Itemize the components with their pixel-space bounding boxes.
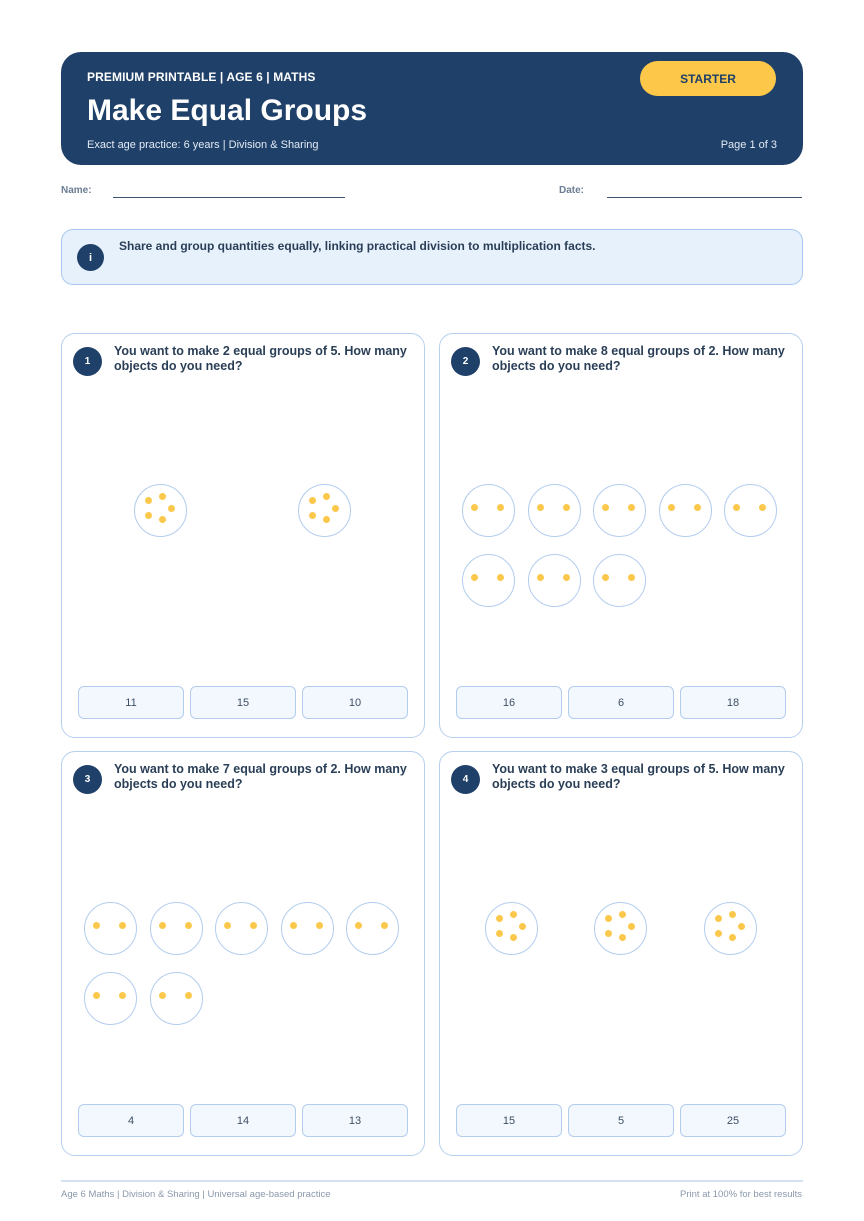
object-dot	[519, 923, 526, 930]
question-card	[439, 751, 803, 1156]
footer-right: Print at 100% for best results	[680, 1189, 802, 1200]
object-dot	[619, 934, 626, 941]
name-field[interactable]	[113, 197, 345, 198]
group-circle	[485, 902, 538, 955]
level-badge: STARTER	[640, 61, 776, 96]
object-dot	[159, 992, 166, 999]
question-text: You want to make 2 equal groups of 5. How many objects do you need?	[114, 344, 407, 373]
object-dot	[537, 574, 544, 581]
object-dot	[628, 504, 635, 511]
object-dot	[563, 504, 570, 511]
answer-option[interactable]: 18	[680, 686, 786, 719]
instruction-text: Share and group quantities equally, linking practical division to multiplication facts.	[119, 239, 596, 253]
object-dot	[619, 911, 626, 918]
object-dot	[497, 574, 504, 581]
object-dot	[471, 574, 478, 581]
object-dot	[628, 574, 635, 581]
object-dot	[159, 493, 166, 500]
object-dot	[355, 922, 362, 929]
object-dot	[93, 922, 100, 929]
object-dot	[694, 504, 701, 511]
header-subtitle: Exact age practice: 6 years | Division & Sharing	[87, 139, 319, 151]
object-dot	[185, 922, 192, 929]
group-circle	[134, 484, 187, 537]
object-dot	[602, 504, 609, 511]
answer-option[interactable]: 11	[78, 686, 184, 719]
group-circle	[528, 554, 581, 607]
question-card	[61, 333, 425, 738]
object-dot	[510, 911, 517, 918]
answer-option[interactable]: 5	[568, 1104, 674, 1137]
object-dot	[733, 504, 740, 511]
object-dot	[323, 516, 330, 523]
object-dot	[602, 574, 609, 581]
object-dot	[628, 923, 635, 930]
object-dot	[715, 930, 722, 937]
answer-option[interactable]: 10	[302, 686, 408, 719]
object-dot	[759, 504, 766, 511]
group-circle	[593, 554, 646, 607]
object-dot	[145, 497, 152, 504]
object-dot	[605, 915, 612, 922]
answer-option[interactable]: 4	[78, 1104, 184, 1137]
group-circle	[84, 902, 137, 955]
group-circle	[215, 902, 268, 955]
object-dot	[497, 504, 504, 511]
footer-left: Age 6 Maths | Division & Sharing | Universal age-based practice	[61, 1189, 331, 1200]
group-circle	[462, 484, 515, 537]
answer-option[interactable]: 15	[190, 686, 296, 719]
answer-option[interactable]: 15	[456, 1104, 562, 1137]
question-text: You want to make 8 equal groups of 2. How many objects do you need?	[492, 344, 785, 373]
object-dot	[729, 934, 736, 941]
object-dot	[309, 497, 316, 504]
footer-divider	[61, 1180, 803, 1182]
group-circle	[659, 484, 712, 537]
worksheet-header	[61, 52, 803, 165]
object-dot	[496, 915, 503, 922]
answer-option[interactable]: 6	[568, 686, 674, 719]
object-dot	[332, 505, 339, 512]
object-dot	[119, 922, 126, 929]
question-text: You want to make 3 equal groups of 5. How many objects do you need?	[492, 762, 785, 791]
answer-option[interactable]: 13	[302, 1104, 408, 1137]
group-circle	[528, 484, 581, 537]
object-dot	[738, 923, 745, 930]
object-dot	[668, 504, 675, 511]
group-circle	[150, 972, 203, 1025]
group-circle	[724, 484, 777, 537]
object-dot	[159, 922, 166, 929]
question-text: You want to make 7 equal groups of 2. How many objects do you need?	[114, 762, 407, 791]
object-dot	[471, 504, 478, 511]
object-dot	[316, 922, 323, 929]
object-dot	[729, 911, 736, 918]
object-dot	[168, 505, 175, 512]
group-circle	[281, 902, 334, 955]
question-card	[439, 333, 803, 738]
object-dot	[323, 493, 330, 500]
answer-option[interactable]: 25	[680, 1104, 786, 1137]
group-circle	[704, 902, 757, 955]
object-dot	[563, 574, 570, 581]
group-circle	[298, 484, 351, 537]
page-title: Make Equal Groups	[87, 94, 368, 127]
question-card	[61, 751, 425, 1156]
object-dot	[93, 992, 100, 999]
object-dot	[309, 512, 316, 519]
group-circle	[84, 972, 137, 1025]
question-number: 4	[451, 765, 480, 794]
answer-option[interactable]: 14	[190, 1104, 296, 1137]
object-dot	[290, 922, 297, 929]
group-circle	[462, 554, 515, 607]
object-dot	[119, 992, 126, 999]
object-dot	[715, 915, 722, 922]
object-dot	[537, 504, 544, 511]
group-circle	[593, 484, 646, 537]
answer-option[interactable]: 16	[456, 686, 562, 719]
object-dot	[250, 922, 257, 929]
object-dot	[496, 930, 503, 937]
group-circle	[594, 902, 647, 955]
info-icon: i	[77, 244, 104, 271]
object-dot	[145, 512, 152, 519]
name-label: Name:	[61, 185, 92, 196]
date-field[interactable]	[607, 197, 802, 198]
group-circle	[346, 902, 399, 955]
question-number: 3	[73, 765, 102, 794]
object-dot	[510, 934, 517, 941]
instruction-box	[61, 229, 803, 285]
object-dot	[185, 992, 192, 999]
object-dot	[381, 922, 388, 929]
object-dot	[159, 516, 166, 523]
date-label: Date:	[559, 185, 585, 196]
object-dot	[605, 930, 612, 937]
object-dot	[224, 922, 231, 929]
header-kicker: PREMIUM PRINTABLE | AGE 6 | MATHS	[87, 70, 316, 84]
question-number: 1	[73, 347, 102, 376]
group-circle	[150, 902, 203, 955]
question-number: 2	[451, 347, 480, 376]
page-number: Page 1 of 3	[720, 139, 777, 151]
